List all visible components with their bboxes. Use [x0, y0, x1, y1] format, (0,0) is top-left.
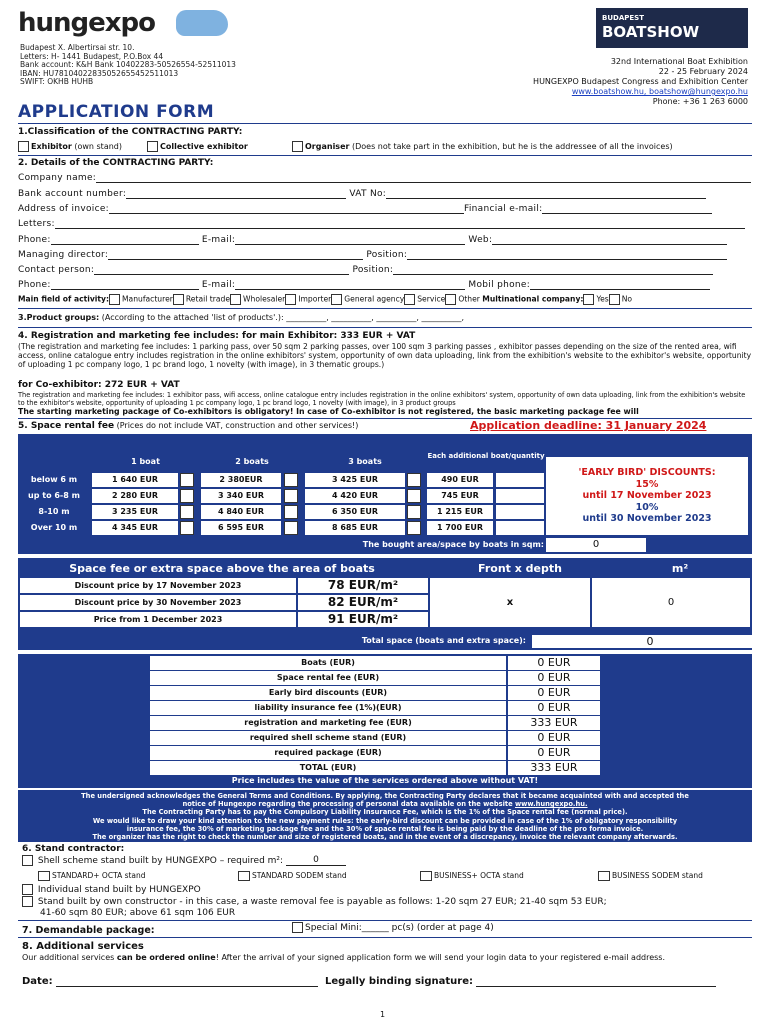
shell-scheme-row: Shell scheme stand built by HUNGEXPO – required m²: 0: [22, 855, 346, 866]
collective-checkbox[interactable]: [147, 141, 158, 152]
price-value: 78 EUR/m²: [298, 578, 428, 593]
own-constructor-row: Stand built by own constructor - in this case, a waste removal fee is payable as follows: 1-20 sqm 27 EUR; 21-40 sqm 53 EUR; 41-60 sqm 80 EUR; above 61 sqm 106 EUR: [22, 896, 607, 919]
boat1-checkbox[interactable]: [180, 473, 194, 487]
price-label: Discount price by 30 November 2023: [20, 595, 296, 610]
no-checkbox[interactable]: [609, 294, 620, 305]
price-cell: 745 EUR: [427, 489, 493, 503]
checkbox[interactable]: [598, 871, 610, 881]
bank-account-field[interactable]: Bank account number: VAT No:: [18, 189, 706, 199]
checkbox[interactable]: [285, 294, 296, 305]
coexhibitor-note: The starting marketing package of Co-exhibitors is obligatory! In case of Co-exhibitor is not registered, the basic marketing package fee will: [18, 407, 639, 416]
boat2-checkbox[interactable]: [284, 489, 298, 503]
summary-value: 0 EUR: [508, 656, 600, 670]
form-title: APPLICATION FORM: [18, 102, 215, 122]
checkbox[interactable]: [238, 871, 250, 881]
date-field[interactable]: Date:: [22, 976, 318, 987]
signature-field[interactable]: Legally binding signature:: [325, 976, 716, 987]
size-label: 8-10 m: [38, 507, 70, 516]
company-address: Budapest X. Albertirsai str. 10. Letters: H- 1441 Budapest, P.O.Box 44 Bank account: K&H Bank 10402283-50526554-52511013 IBAN: HU78104022835052655452511013 SWIFT: OKHB HUHB: [20, 43, 236, 87]
summary-value: 0 EUR: [508, 686, 600, 700]
boat2-checkbox[interactable]: [284, 505, 298, 519]
section-3: 3.Product groups: (According to the attached 'list of products'.): __________, __________, __________, __________,: [18, 313, 465, 322]
checkbox[interactable]: [331, 294, 342, 305]
boat3-checkbox[interactable]: [407, 473, 421, 487]
section-8-title: 8. Additional services: [22, 941, 144, 952]
shell-checkbox[interactable]: [22, 855, 33, 866]
m2-value: 0: [592, 578, 750, 627]
col-header: 3 boats: [348, 457, 382, 466]
m2-label: m²: [671, 562, 689, 575]
early-bird-box: 'EARLY BIRD' DISCOUNTS: 15% until 17 November 2023 10% until 30 November 2023: [546, 457, 748, 535]
summary-value: 333 EUR: [508, 761, 600, 775]
summary-label: Early bird discounts (EUR): [150, 686, 506, 700]
summary-value: 333 EUR: [508, 716, 600, 730]
price-note: Price includes the value of the services ordered above without VAT!: [231, 776, 539, 785]
price-cell: 1 700 EUR: [427, 521, 493, 535]
section-6-title: 6. Stand contractor:: [22, 844, 125, 854]
price-cell: 4 840 EUR: [201, 505, 281, 519]
phone-row[interactable]: Phone: E-mail: Web:: [18, 235, 727, 245]
director-row[interactable]: Managing director: Position:: [18, 250, 727, 260]
summary-value: 0 EUR: [508, 731, 600, 745]
organiser-checkbox[interactable]: [292, 141, 303, 152]
letters-field[interactable]: Letters:: [18, 219, 745, 229]
yes-checkbox[interactable]: [583, 294, 594, 305]
website-link[interactable]: www.boatshow.hu, boatshow@hungexpo.hu: [571, 87, 748, 96]
summary-value: 0 EUR: [508, 701, 600, 715]
price-cell: 4 420 EUR: [305, 489, 405, 503]
invoice-address-field[interactable]: Address of invoice: Financial e-mail:: [18, 204, 712, 214]
size-label: Over 10 m: [30, 523, 78, 532]
section-2-title: 2. Details of the CONTRACTING PARTY:: [18, 158, 214, 168]
checkbox[interactable]: [109, 294, 120, 305]
price-cell: 3 425 EUR: [305, 473, 405, 487]
event-info: 32nd International Boat Exhibition 22 - 25 February 2024 HUNGEXPO Budapest Congress and Exhibition Center www.boatshow.hu, boatshow@hungexpo.hu Phone: +36 1 263 6000: [533, 57, 748, 106]
main-fee-description: (The registration and marketing fee includes: 1 parking pass, over 50 sqm 2 parking passes, over 100 sqm 3 parking passes , exhibitor passes depending on the size of the rented area, wifi access, online catalogue entry includes registration in the online exhibitors' system, opportunity of own data uploading, link from the exhibition's website to the exhibitor's website, opportunity of uploading 1 pc company logo, 1 pc brand logo, 1 novelty (with image), in 3 thematic groups.): [18, 342, 752, 369]
quantity-input[interactable]: [496, 473, 544, 487]
bought-area-label: The bought area/space by boats in sqm:: [362, 540, 544, 549]
boat2-checkbox[interactable]: [284, 473, 298, 487]
own-constructor-checkbox[interactable]: [22, 896, 33, 907]
summary-label: registration and marketing fee (EUR): [150, 716, 506, 730]
section-4-title: 4. Registration and marketing fee includes: for main Exhibitor: 333 EUR + VAT: [18, 331, 416, 341]
summary-label: Space rental fee (EUR): [150, 671, 506, 685]
price-cell: 1 640 EUR: [92, 473, 178, 487]
checkbox[interactable]: [404, 294, 415, 305]
price-label: Discount price by 17 November 2023: [20, 578, 296, 593]
total-space-row: Total space (boats and extra space): 0: [18, 634, 752, 650]
section-7-title: 7. Demandable package:: [22, 925, 155, 936]
logo-badge-icon: [176, 10, 228, 36]
boat1-checkbox[interactable]: [180, 505, 194, 519]
col-header: Each additional boat/quantity: [427, 452, 545, 460]
col-header: 1 boat: [131, 457, 160, 466]
section-5-title: 5. Space rental fee (Prices do not include VAT, construction and other services!): [18, 421, 359, 431]
extra-title: Space fee or extra space above the area of boats: [69, 562, 375, 575]
col-header: 2 boats: [235, 457, 269, 466]
individual-row: Individual stand built by HUNGEXPO: [22, 884, 201, 895]
company-name-field[interactable]: Company name:: [18, 173, 751, 183]
price-cell: 8 685 EUR: [305, 521, 405, 535]
activity-row: Main field of activity: Manufacturer Retail trade Wholesaler Importer General agency Service Other Multinational company: Yes No: [18, 294, 633, 304]
boat3-checkbox[interactable]: [407, 505, 421, 519]
boat3-checkbox[interactable]: [407, 521, 421, 535]
exhibitor-checkbox[interactable]: [18, 141, 29, 152]
front-depth-input[interactable]: x: [430, 578, 590, 627]
summary-value: 0 EUR: [508, 671, 600, 685]
classification-row: Exhibitor (own stand): [18, 141, 122, 152]
quantity-input[interactable]: [496, 505, 544, 519]
price-cell: 2 280 EUR: [92, 489, 178, 503]
price-value: 91 EUR/m²: [298, 612, 428, 627]
summary-label: liability insurance fee (1%)(EUR): [150, 701, 506, 715]
page-number: 1: [380, 1010, 386, 1019]
front-depth-label: Front x depth: [478, 562, 562, 575]
price-cell: 4 345 EUR: [92, 521, 178, 535]
quantity-input[interactable]: [496, 489, 544, 503]
coexhibitor-title: for Co-exhibitor: 272 EUR + VAT: [18, 380, 180, 390]
checkbox[interactable]: [38, 871, 50, 881]
boat1-checkbox[interactable]: [180, 521, 194, 535]
stand-options: STANDARD+ OCTA stand STANDARD SODEM stand BUSINESS+ OCTA stand BUSINESS SODEM stand: [38, 871, 752, 881]
boatshow-logo: BUDAPEST BOATSHOW: [596, 8, 748, 48]
special-mini-checkbox[interactable]: [292, 922, 303, 933]
contact-phone-row[interactable]: Phone: E-mail: Mobil phone:: [18, 280, 710, 290]
hungexpo-link[interactable]: www.hungexpo.hu.: [514, 800, 588, 809]
contact-row[interactable]: Contact person: Position:: [18, 265, 713, 275]
summary-label: TOTAL (EUR): [150, 761, 506, 775]
special-mini-row: Special Mini:______ pc(s) (order at page 4): [292, 922, 494, 933]
price-value: 82 EUR/m²: [298, 595, 428, 610]
price-cell: 1 215 EUR: [427, 505, 493, 519]
price-cell: 6 595 EUR: [201, 521, 281, 535]
price-cell: 490 EUR: [427, 473, 493, 487]
price-cell: 6 350 EUR: [305, 505, 405, 519]
price-cell: 3 340 EUR: [201, 489, 281, 503]
checkbox[interactable]: [173, 294, 184, 305]
price-cell: 3 235 EUR: [92, 505, 178, 519]
coexhibitor-description: The registration and marketing fee includes: 1 exhibitor pass, wifi access, online catalogue entry includes registration in the online exhibitors' system, opportunity of own data uploading, link from the exhibition's website to the exhibitor's website, opportunity of uploading 1 pc company logo, 1 pc brand logo, 1 novelty (with image), in 3 product groups: [18, 391, 746, 407]
checkbox[interactable]: [445, 294, 456, 305]
boat3-checkbox[interactable]: [407, 489, 421, 503]
hungexpo-logo: hungexpo: [18, 8, 156, 38]
terms-box: The undersigned acknowledges the General Terms and Conditions. By applying, the Contracting Party declares that it became acquainted with and accepted the notice of Hungexpo regarding the processing of personal data available on the website www.hungexpo.hu. The Contracting Party has to pay the Compulsory Liability Insurance Fee, which is the 1% of the Space rental fee (normal price). We would like to draw your kind attention to the new payment rules: the early-bird discount can be provided in case of the 1% of obligatory responsibility insurance fee, the 30% of marketing package fee and the 30% of space rental fee is being paid by the deadline of the pro forma invoice. The organizer has the right to check the number and size of registered boats, and in the event of a discrepancy, invoice the relevant company afterwards.: [18, 790, 752, 842]
price-cell: 2 380EUR: [201, 473, 281, 487]
application-deadline: Application deadline: 31 January 2024: [470, 419, 707, 432]
size-label: up to 6-8 m: [28, 491, 80, 500]
additional-services-text: Our additional services can be ordered online! After the arrival of your signed application form we will send your login data to your registered e-mail address.: [22, 953, 666, 962]
summary-label: required package (EUR): [150, 746, 506, 760]
boat2-checkbox[interactable]: [284, 521, 298, 535]
boat1-checkbox[interactable]: [180, 489, 194, 503]
price-label: Price from 1 December 2023: [20, 612, 296, 627]
summary-label: Boats (EUR): [150, 656, 506, 670]
bought-area-value: 0: [546, 538, 646, 552]
summary-label: required shell scheme stand (EUR): [150, 731, 506, 745]
size-label: below 6 m: [30, 475, 78, 484]
checkbox[interactable]: [420, 871, 432, 881]
summary-value: 0 EUR: [508, 746, 600, 760]
checkbox[interactable]: [230, 294, 241, 305]
individual-checkbox[interactable]: [22, 884, 33, 895]
quantity-input[interactable]: [496, 521, 544, 535]
section-1-title: 1.Classification of the CONTRACTING PARTY:: [18, 127, 243, 137]
